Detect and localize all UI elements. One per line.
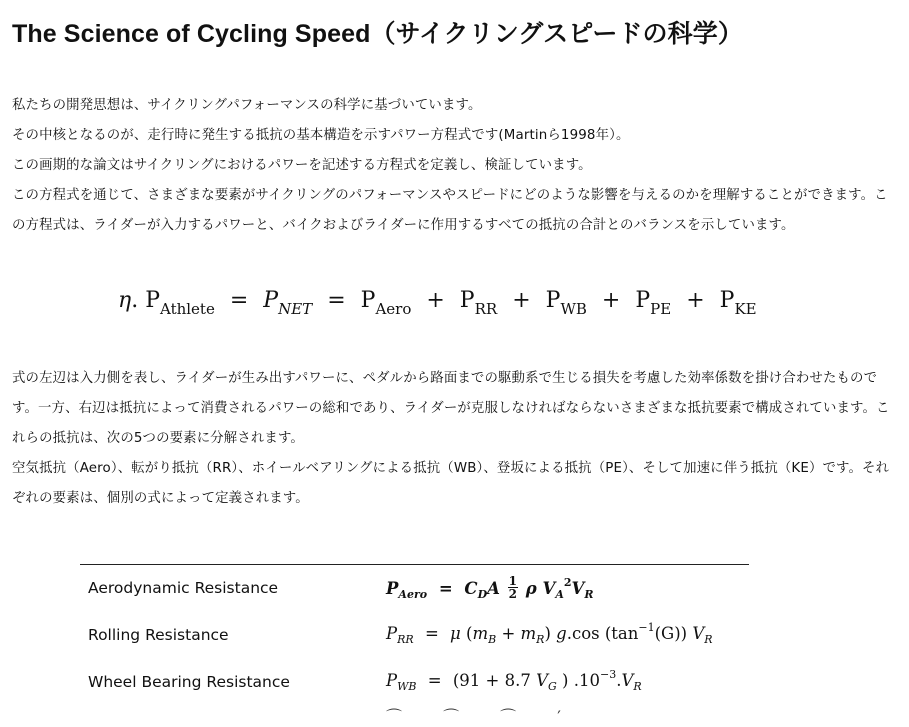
intro-text (12, 91, 897, 241)
explanation-paragraph: 式の左辺は入力側を表し、ライダーが生み出すパワーに、ペダルから路面までの駆動系で生じる損失を考慮した効率係数を掛け合わせたものです。一方、右辺は抵抗によって消費されるパワーの総和であり、ライダーが克服しなければならないさまざまな抵抗要素で構成されています。これらの抵抗は、次の5つの要素に分解されます。 (12, 371, 890, 446)
intro-paragraph: この画期的な論文はサイクリングにおけるパワーを記述する方程式を定義し、検証しています。 (12, 158, 592, 173)
resistance-name: Aerodynamic Resistance (88, 579, 279, 597)
resistance-row-rolling (88, 621, 788, 666)
intro-paragraph: この方程式を通じて、さまざまな要素がサイクリングのパフォーマンスやスピードにどのような影響を与えるのかを理解することができます。この方程式は、ライダーが入力するパワーと、バイクおよびライダーに作用するすべての抵抗の合計とのバランスを示しています。 (12, 188, 888, 233)
intro-paragraph: 私たちの開発思想は、サイクリングパフォーマンスの科学に基づいています。 (12, 98, 482, 113)
wheel-bearing-formula: $P_{WB} = (91 + 8.7$ $V_G$ ) $.10^{-3}.V_R$ (386, 668, 642, 693)
net-subscript: NET (278, 300, 313, 318)
page-title: The Science of Cycling Speed（サイクリングスピードの科学） (12, 20, 743, 48)
resistance-name: Wheel Bearing Resistance (88, 673, 290, 691)
explanation-paragraph: 空気抵抗（Aero）、転がり抵抗（RR）、ホイールベアリングによる抵抗（WB）、登坂による抵抗（PE）、そして加速に伴う抵抗（KE）です。それぞれの要素は、個別の式によって定義されます。 (12, 461, 890, 506)
term-subscript: KE (734, 300, 757, 318)
eta-symbol: η (118, 288, 132, 313)
resistance-name: Rolling Resistance (88, 626, 229, 644)
one-half-fraction: $\frac{1}{2}$ (508, 574, 518, 601)
resistance-row-aero (88, 574, 788, 619)
aero-formula: $P_{Aero} = C_DA$ $\frac{1}{2}$ ρ $V_A^2V_R$ (386, 574, 594, 601)
power-equation: η. $P_{Athlete} = P_{NET} = P_{Aero} + P_{RR} + P_{WB} + P_{PE} + P_{KE}$ (118, 288, 757, 318)
term-subscript: WB (560, 300, 587, 318)
next-formula-cutoff: ⌒ ⌒ ⌒ ′ (386, 707, 579, 726)
table-top-rule (80, 564, 749, 565)
athlete-subscript: Athlete (160, 300, 215, 318)
intro-paragraph: その中核となるのが、走行時に発生する抵抗の基本構造を示すパワー方程式です(Martinら1998年）。 (12, 128, 630, 143)
explanation-text (12, 364, 897, 514)
term-subscript: PE (650, 300, 672, 318)
rolling-formula: $P_{RR} = \mu$ $(m_B + m_R)$ g.cos $(\tan^{-1}(G))$ $V_R$ (386, 621, 713, 646)
term-subscript: Aero (375, 300, 412, 318)
term-subscript: RR (474, 300, 498, 318)
